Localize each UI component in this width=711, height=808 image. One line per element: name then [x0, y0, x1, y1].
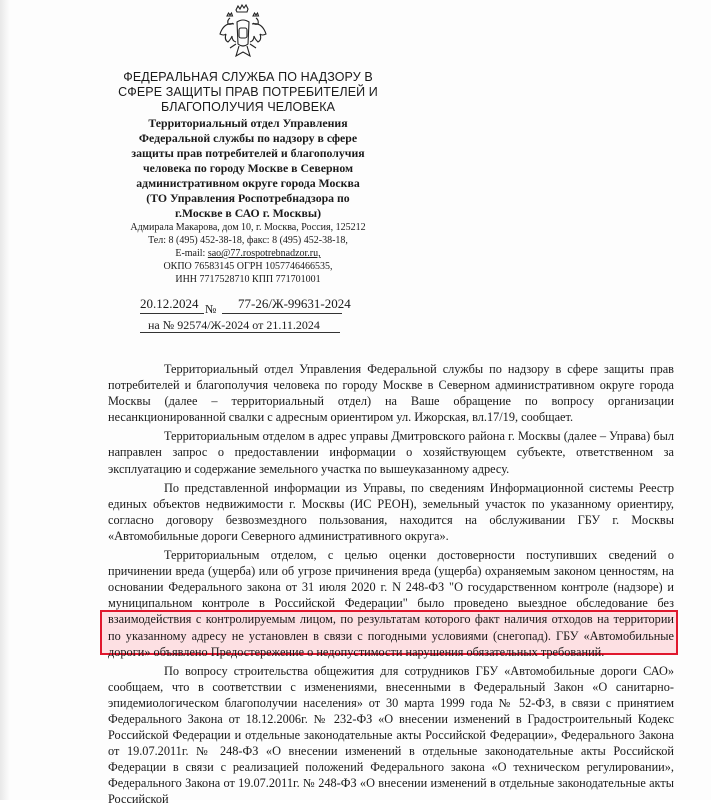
paragraph: По представленной информации из Управы, по сведениям Информационной системы Реестр единых объектов недвижимости г. Москвы (ИС РЕОН), земельный участок по указанному ориентиру, согласно договору безвозмездного пользования, находится на обслуживании ГБУ г. Москвы «Автомобильные дороги Северного административного округа».	[108, 480, 674, 543]
registration-number: 77-26/Ж-99631-2024	[238, 296, 351, 311]
email-label: E-mail:	[175, 248, 208, 259]
reference-line: на № 92574/Ж-2024 от 21.11.2024	[148, 318, 320, 332]
department-line: (ТО Управления Роспотребнадзора по	[146, 191, 350, 205]
department-line: административном округе города Москва	[136, 176, 360, 190]
reference-underline	[140, 332, 340, 333]
agency-name: ФЕДЕРАЛЬНАЯ СЛУЖБА ПО НАДЗОРУ В СФЕРЕ ЗАЩИТЫ ПРАВ ПОТРЕБИТЕЛЕЙ И БЛАГОПОЛУЧИЯ ЧЕЛОВЕКА	[118, 70, 378, 114]
department-line: Федеральной службы по надзору в сфере	[138, 131, 358, 145]
paragraph: По вопросу строительства общежития для сотрудников ГБУ «Автомобильные дороги САО» сообщаем, что в соответствии с изменениями, внесенными в Федеральный Закон «О санитарно-эпидемиологическом благополучии населения» от 30 марта 1999 года № 52-ФЗ, в связи с принятием Федерального Закона от 18.12.2006г. № 232-ФЗ «О внесении изменений в Градостроительный Кодекс Российской Федерации и отдельные законодательные акты Российской Федерации», Федерального Закона от 19.07.2011г. № 248-ФЗ «О внесении изменений в отдельные законодательные акты Российской Федерации в связи с реализацией положений Федерального закона «О техническом регулировании», Федерального Закона от 19.07.2011г. № 248-ФЗ «О внесении изменений в отдельные законодательные акты Российской	[108, 663, 674, 807]
department-name	[108, 116, 388, 221]
number-underline	[222, 313, 342, 314]
phone-fax: Тел: 8 (495) 452-38-18, факс: 8 (495) 452-38-18,	[148, 235, 348, 246]
registration-date: 20.12.2024	[140, 296, 199, 311]
number-sign: №	[205, 302, 217, 316]
paragraph: Территориальный отдел Управления Федеральной службы по надзору в сфере защиты прав потребителей и благополучия человека по городу Москве в Северном административном округе города Москвы (далее – территориальный отдел) на Ваше обращение по вопросу организации несанкционированной свалки с адресным ориентиром ул. Ижорская, вл.17/19, сообщает.	[108, 362, 674, 425]
email-link[interactable]: sao@77.rospotrebnadzor.ru,	[207, 248, 321, 259]
paragraph: Территориальным отделом, с целью оценки достоверности поступивших сведений о причинении вреда (ущерба) или об угрозе причинения вреда (ущерба) охраняемым законом ценностям, на основании Федерального закона от 31 июля 2020 г. N 248-ФЗ "О государственном контроле (надзоре) и муниципальном контроле в Российской Федерации" было проведено выездное обследование без взаимодействия с контролируемым лицом, по результатам которого факт наличия отходов на территории по указанному адресу не установлен в связи с погодными условиями (снегопад). ГБУ «Автомобильные дороги» объявлено Предостережение о недопустимости нарушения обязательных требований.	[108, 548, 674, 659]
department-line: защиты прав потребителей и благополучия	[131, 146, 365, 160]
department-line: человека по городу Москве в Северном	[142, 161, 354, 175]
department-line: г.Москве в САО г. Москвы)	[174, 206, 322, 220]
date-underline	[140, 313, 204, 314]
address: Адмирала Макарова, дом 10, г. Москва, Россия, 125212	[130, 222, 366, 233]
letter-body	[108, 361, 674, 808]
coat-of-arms-emblem	[218, 4, 268, 64]
letterhead	[108, 70, 388, 286]
department-line: Территориальный отдел Управления	[148, 116, 348, 130]
paragraph: Территориальным отделом в адрес управы Дмитровского района г. Москвы (далее – Управа) был направлен запрос о предоставлении информации о хозяйствующем субъекте, ответственном за эксплуатацию и содержание земельного участка по вышеуказанному адресу.	[108, 429, 674, 476]
scan-edge	[0, 0, 10, 800]
email-line	[108, 247, 388, 260]
inn-kpp: ИНН 7717528710 КПП 771701001	[175, 274, 321, 285]
okpo-ogrn: ОКПО 76583145 ОГРН 1057746466535,	[163, 261, 333, 272]
